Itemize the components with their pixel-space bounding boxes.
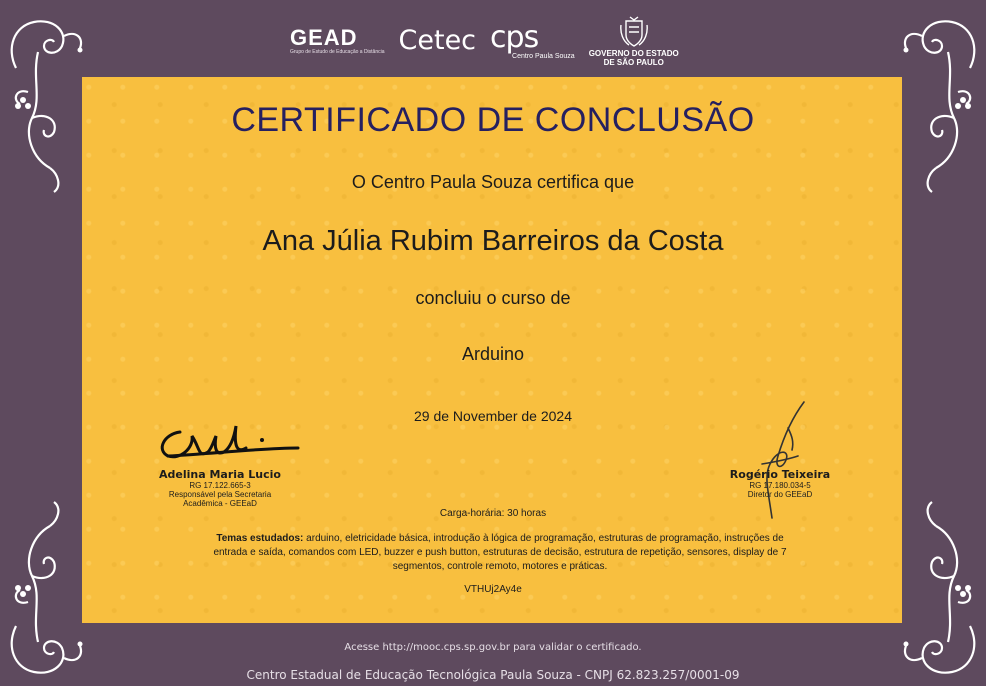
- course-hours: Carga-horária: 30 horas: [439, 508, 547, 519]
- signer-role-left-1: Responsável pela Secretaria: [168, 490, 272, 499]
- signer-role-left-2: Acadêmica - GEEaD: [183, 499, 257, 508]
- signature-right: [748, 398, 818, 522]
- signer-name-left: Adelina Maria Lucio: [159, 468, 281, 481]
- verification-code: VTHUj2Ay4e: [464, 584, 522, 595]
- gov-line1: GOVERNO DO ESTADO: [588, 49, 679, 58]
- topics-list: arduino, eletricidade básica, introdução à lógica de programação, estruturas de programação, instruções de entrada e saída, comandos com LED, buzzer e push button, estruturas de decisão, estrutura de repetição, sensores, display de 7 segmentos, controle remoto, motores e práticas.: [213, 533, 787, 572]
- cps-logo: [490, 19, 575, 60]
- signature-block-right: [700, 468, 860, 499]
- completed-text: concluiu o curso de: [415, 288, 571, 308]
- cps-subtitle: Centro Paula Souza: [512, 52, 575, 60]
- government-logo: [589, 15, 679, 67]
- course-name: Arduino: [461, 344, 525, 364]
- geead-logo: [290, 27, 385, 55]
- topics-studied: [200, 532, 800, 574]
- signer-rg-right: RG 17.180.034-5: [749, 481, 811, 490]
- header-logos: [290, 6, 690, 76]
- topics-label: Temas estudados:: [216, 533, 304, 544]
- signature-block-left: [140, 468, 300, 508]
- completion-date: 29 de November de 2024: [414, 408, 572, 424]
- institution-footer: Centro Estadual de Educação Tecnológica Paula Souza - CNPJ 62.823.257/0001-09: [246, 668, 740, 682]
- signature-left: [150, 418, 310, 468]
- geead-mark: GEAD: [290, 25, 358, 50]
- geead-subtitle: Grupo de Estudo de Educação a Distância: [290, 49, 385, 55]
- certificate-title: CERTIFICADO DE CONCLUSÃO: [231, 101, 755, 139]
- state-seal-icon: [617, 15, 651, 49]
- intro-text: O Centro Paula Souza certifica que: [351, 172, 635, 192]
- validation-note: Acesse http://mooc.cps.sp.gov.br para validar o certificado.: [344, 642, 642, 653]
- cetec-logo: Cetec: [398, 25, 477, 56]
- signer-rg-left: RG 17.122.665-3: [189, 481, 251, 490]
- signer-name-right: Rogério Teixeira: [729, 468, 831, 481]
- cps-mark: cps: [490, 19, 539, 55]
- signer-role-right-1: Diretor do GEEaD: [747, 490, 813, 499]
- gov-line2: DE SÃO PAULO: [603, 58, 664, 67]
- student-name: Ana Júlia Rubim Barreiros da Costa: [262, 225, 724, 257]
